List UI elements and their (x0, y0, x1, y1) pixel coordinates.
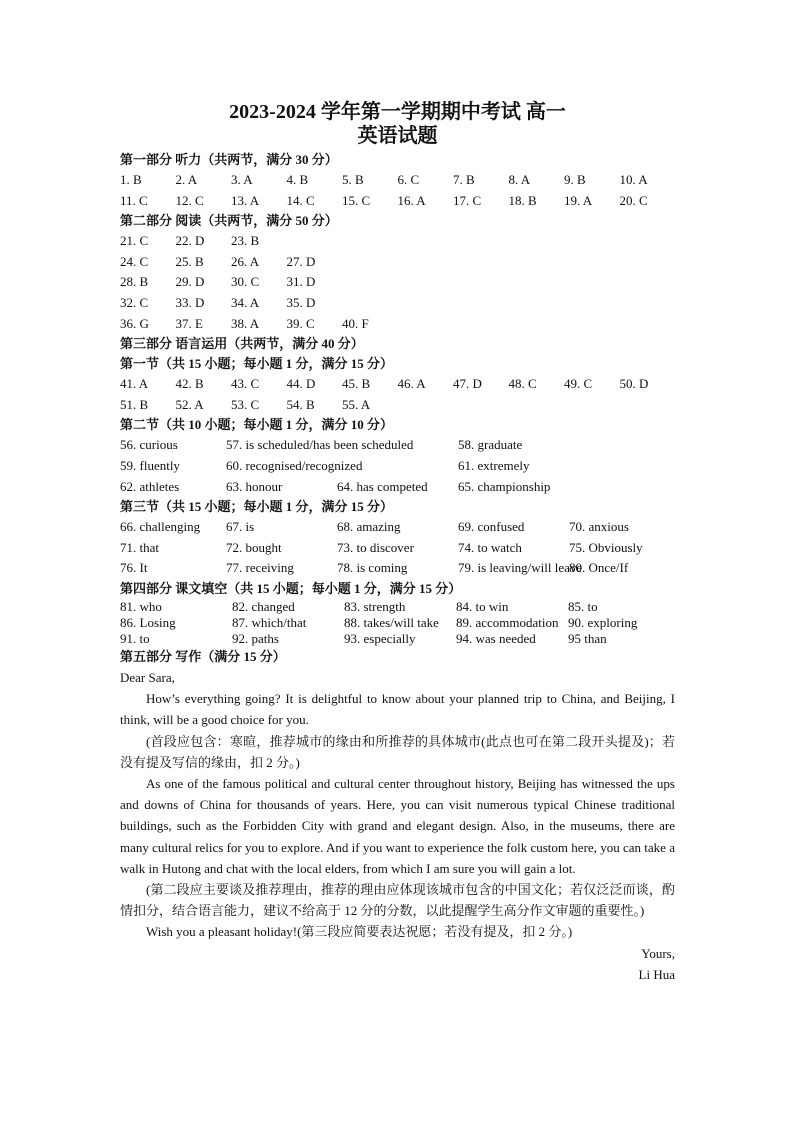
answer-item: 8. A (508, 172, 531, 187)
answer-item: 82. changed (232, 598, 295, 614)
letter-signature: Li Hua (638, 966, 675, 982)
answer-item: 78. is coming (337, 560, 408, 576)
answer-item: 46. A (397, 376, 426, 392)
answer-item: 62. athletes (120, 478, 180, 494)
answer-item: 32. C (120, 294, 149, 310)
answer-item: 41. A (120, 376, 149, 392)
answer-item: 89. accommodation (456, 614, 559, 630)
answer-item: 90. exploring (568, 614, 638, 630)
answer-item: 39. C (286, 315, 315, 331)
answer-item: 81. who (120, 598, 162, 614)
part3-section3-answers (120, 517, 675, 579)
answer-item: 21. C (120, 233, 149, 249)
answer-item: 80. Once/If (569, 560, 629, 576)
answer-item: 35. D (286, 294, 316, 310)
answer-item: 49. C (564, 376, 593, 392)
answer-row (120, 252, 675, 273)
answer-item: 11. C (120, 192, 148, 208)
answer-item: 44. D (286, 376, 316, 392)
answer-item: 74. to watch (458, 539, 522, 555)
part5-heading: 第五部分 写作（满分 15 分） (120, 648, 286, 664)
letter-paragraph-2: As one of the famous political and cultural center throughout history, Beijing has witnessed the ups and downs of China for thousands of years. Here, you can visit numerous typical Chinese traditional buildings, such as the Forbidden City with grand and elegant design. Also, in the museums, there are many cultural relics for you to explore. And if you want to experience the folk custom here, you can take a walk in Hutong and chat with the local elders, from which I am sure you will gain a lot. (120, 775, 675, 876)
answer-item: 3. A (231, 172, 253, 187)
document-title: 2023-2024 学年第一学期期中考试 高一 (229, 101, 566, 123)
answer-item: 69. confused (458, 519, 525, 535)
answer-row (120, 314, 675, 335)
answer-item: 53. C (231, 396, 260, 412)
answer-row (120, 170, 675, 191)
answer-row (120, 558, 675, 579)
answer-row (120, 456, 675, 477)
answer-item: 34. A (231, 294, 260, 310)
letter-closing: Yours, (641, 945, 675, 961)
answer-row (120, 272, 675, 293)
part2-heading: 第二部分 阅读（共两节，满分 50 分） (120, 213, 338, 229)
answer-item: 15. C (342, 192, 371, 208)
answer-item: 23. B (231, 233, 260, 249)
answer-item: 19. A (564, 192, 593, 208)
answer-item: 93. especially (344, 630, 416, 646)
answer-item: 29. D (175, 274, 205, 290)
letter-greeting: Dear Sara, (120, 669, 175, 685)
answer-item: 27. D (286, 253, 316, 269)
answer-row (120, 435, 675, 456)
answer-item: 48. C (508, 376, 537, 392)
answer-item: 12. C (175, 192, 204, 208)
answer-item: 76. It (120, 560, 148, 576)
answer-item: 2. A (175, 172, 198, 187)
letter-paragraph-1: How’s everything going? It is delightful to know about your planned trip to China, and Beijing, I think, will be a good choice for you. (120, 691, 675, 728)
answer-row (120, 517, 675, 538)
grading-note-2: (第二段应主要谈及推荐理由，推荐的理由应体现该城市包含的中国文化；若仅泛泛而谈，酌情扣分，结合语言能力，建议不给高于 12 分的分数，以此提醒学生高分作文审题的重要性。) (120, 881, 675, 919)
document-subtitle: 英语试题 (357, 125, 438, 147)
part3-section2-answers (120, 435, 675, 497)
answer-item: 31. D (286, 274, 316, 290)
answer-key-document (120, 100, 675, 985)
answer-item: 40. F (342, 315, 369, 331)
part4-answers (120, 599, 675, 647)
answer-row (120, 191, 675, 212)
answer-item: 58. graduate (458, 437, 523, 453)
answer-item: 63. honour (226, 478, 283, 494)
part4-heading: 第四部分 课文填空（共 15 小题；每小题 1 分，满分 15 分） (120, 580, 462, 596)
part3-section1-heading: 第一节（共 15 小题；每小题 1 分，满分 15 分） (120, 356, 394, 372)
answer-item: 16. A (397, 192, 426, 208)
answer-row (120, 599, 675, 615)
answer-item: 88. takes/will take (344, 614, 439, 630)
answer-item: 42. B (175, 376, 204, 392)
answer-item: 87. which/that (232, 614, 307, 630)
answer-item: 94. was needed (456, 630, 536, 646)
answer-item: 33. D (175, 294, 205, 310)
answer-item: 38. A (231, 315, 260, 331)
answer-item: 55. A (342, 396, 371, 412)
part3-heading: 第三部分 语言运用（共两节，满分 40 分） (120, 336, 364, 352)
answer-row (120, 615, 675, 631)
answer-row (120, 374, 675, 395)
answer-item: 95 than (568, 630, 607, 646)
answer-item: 57. is scheduled/has been scheduled (226, 437, 414, 453)
answer-item: 9. B (564, 172, 586, 187)
answer-item: 72. bought (226, 539, 282, 555)
answer-item: 18. B (508, 192, 537, 208)
part3-section3-heading: 第三节（共 15 小题；每小题 1 分，满分 15 分） (120, 499, 394, 515)
answer-item: 64. has competed (337, 478, 428, 494)
letter-paragraph-3: Wish you a pleasant holiday!(第三段应简要表达祝愿；若没有提及，扣 2 分。) (146, 924, 573, 940)
part3-section1-answers (120, 374, 675, 415)
answer-item: 77. receiving (226, 560, 294, 576)
answer-item: 4. B (286, 172, 309, 187)
answer-item: 45. B (342, 376, 371, 392)
answer-item: 50. D (619, 376, 649, 392)
answer-item: 73. to discover (337, 539, 414, 555)
answer-item: 52. A (175, 396, 204, 412)
answer-item: 10. A (619, 172, 648, 187)
answer-item: 91. to (120, 630, 150, 646)
answer-item: 13. A (231, 192, 260, 208)
answer-item: 14. C (286, 192, 315, 208)
answer-row (120, 231, 675, 252)
answer-item: 47. D (453, 376, 482, 392)
answer-item: 85. to (568, 598, 598, 614)
grading-note-1: (首段应包含：寒暄，推荐城市的缘由和所推荐的具体城市(此点也可在第二段开头提及)；若没有提及写信的缘由，扣 2 分。) (120, 733, 675, 770)
part2-answers (120, 231, 675, 334)
part1-answers (120, 170, 675, 211)
answer-item: 7. B (453, 172, 475, 187)
answer-item: 1. B (120, 172, 142, 187)
answer-item: 65. championship (458, 478, 551, 494)
answer-item: 83. strength (344, 598, 406, 614)
answer-item: 20. C (619, 192, 648, 208)
answer-item: 5. B (342, 172, 364, 187)
answer-item: 66. challenging (120, 519, 201, 535)
answer-item: 28. B (120, 274, 149, 290)
answer-item: 56. curious (120, 437, 178, 453)
answer-item: 24. C (120, 253, 149, 269)
answer-row (120, 477, 675, 498)
answer-item: 84. to win (456, 598, 509, 614)
answer-item: 75. Obviously (569, 539, 643, 555)
answer-row (120, 631, 675, 647)
answer-item: 30. C (231, 274, 260, 290)
answer-row (120, 293, 675, 314)
part3-section2-heading: 第二节（共 10 小题；每小题 1 分，满分 10 分） (120, 417, 394, 433)
answer-item: 67. is (226, 519, 255, 535)
answer-item: 51. B (120, 396, 149, 412)
answer-item: 70. anxious (569, 519, 629, 535)
answer-row (120, 538, 675, 559)
answer-item: 54. B (286, 396, 315, 412)
answer-item: 92. paths (232, 630, 279, 646)
answer-item: 79. is leaving/will leave (458, 560, 583, 576)
answer-item: 17. C (453, 192, 482, 208)
answer-item: 86. Losing (120, 614, 176, 630)
answer-item: 25. B (175, 253, 204, 269)
answer-item: 61. extremely (458, 457, 530, 473)
answer-item: 6. C (397, 172, 420, 187)
answer-item: 59. fluently (120, 457, 180, 473)
answer-item: 60. recognised/recognized (226, 457, 363, 473)
answer-row (120, 395, 675, 416)
answer-item: 36. G (120, 315, 149, 331)
answer-item: 43. C (231, 376, 260, 392)
answer-item: 37. E (175, 315, 203, 331)
part1-heading: 第一部分 听力（共两节，满分 30 分） (120, 152, 338, 167)
answer-item: 26. A (231, 253, 260, 269)
answer-item: 68. amazing (337, 519, 401, 535)
sample-letter (120, 667, 675, 985)
answer-item: 71. that (120, 539, 159, 555)
answer-item: 22. D (175, 233, 205, 249)
